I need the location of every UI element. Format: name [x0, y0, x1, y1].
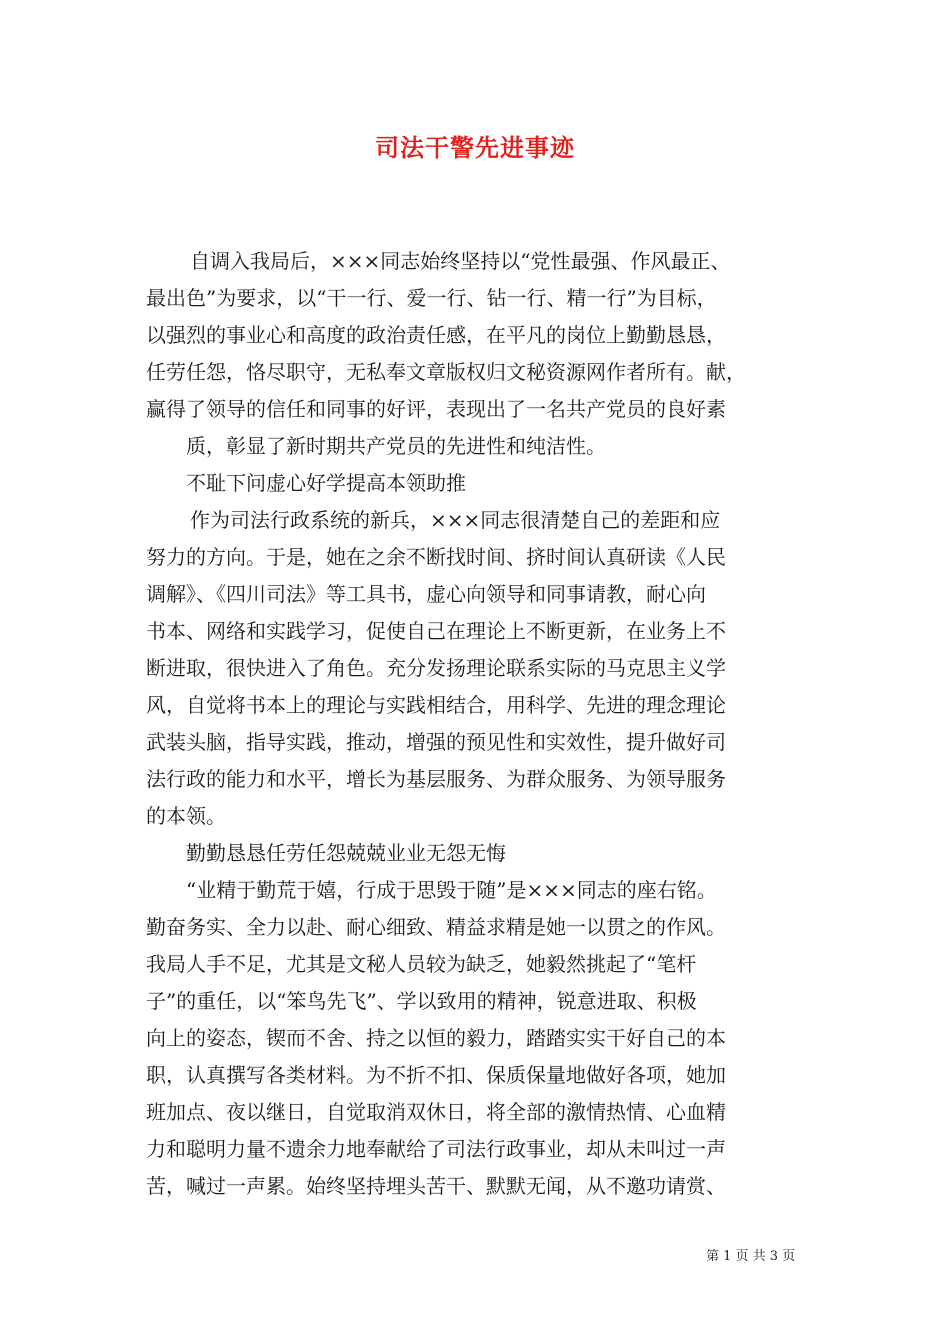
section-heading-1: 不耻下问虚心好学提高本领助推	[186, 471, 466, 495]
body-line-24: 班加点、夜以继日，自觉取消双休日，将全部的激情热情、心血精	[146, 1100, 726, 1124]
body-line-1: 自调入我局后，×××同志始终坚持以“党性最强、作风最正、	[190, 249, 731, 273]
body-line-20: 我局人手不足，尤其是文秘人员较为缺乏，她毅然挑起了“笔杆	[146, 952, 697, 976]
body-line-25: 力和聪明力量不遗余力地奉献给了司法行政事业，却从未叫过一声	[146, 1137, 726, 1161]
body-line-9: 努力的方向。于是，她在之余不断找时间、挤时间认真研读《人民	[146, 545, 726, 569]
document-title: 司法干警先进事迹	[375, 133, 575, 162]
body-line-4: 任劳任怨，恪尽职守，无私奉文章版权归文秘资源网作者所有。献，	[146, 360, 746, 384]
body-line-22: 向上的姿态，锲而不舍、持之以恒的毅力，踏踏实实干好自己的本	[146, 1026, 726, 1050]
body-line-21: 子”的重任，以“笨鸟先飞”、学以致用的精神，锐意进取、积极	[146, 989, 697, 1013]
body-line-10: 调解》、《四川司法》等工具书，虚心向领导和同事请教，耐心向	[146, 582, 706, 606]
body-line-15: 法行政的能力和水平，增长为基层服务、为群众服务、为领导服务	[146, 767, 726, 791]
body-line-11: 书本、网络和实践学习，促使自己在理论上不断更新，在业务上不	[146, 619, 726, 643]
body-line-6: 质，彰显了新时期共产党员的先进性和纯洁性。	[186, 434, 606, 458]
body-line-3: 以强烈的事业心和高度的政治责任感，在平凡的岗位上勤勤恳恳，	[146, 323, 726, 347]
body-line-16: 的本领。	[146, 804, 226, 828]
page-number-footer: 第 1 页 共 3 页	[706, 1249, 796, 1264]
body-line-14: 武装头脑，指导实践，推动，增强的预见性和实效性，提升做好司	[146, 730, 726, 754]
body-line-8: 作为司法行政系统的新兵，×××同志很清楚自己的差距和应	[190, 508, 721, 532]
body-line-18: “业精于勤荒于嬉，行成于思毁于随”是×××同志的座右铭。	[186, 878, 717, 902]
document-body	[146, 243, 818, 1205]
body-line-19: 勤奋务实、全力以赴、耐心细致、精益求精是她一以贯之的作风。	[146, 915, 726, 939]
body-line-13: 风，自觉将书本上的理论与实践相结合，用科学、先进的理念理论	[146, 693, 726, 717]
body-line-23: 职，认真撰写各类材料。为不折不扣、保质保量地做好各项，她加	[146, 1063, 726, 1087]
body-line-26: 苦，喊过一声累。始终坚持埋头苦干、默默无闻，从不邀功请赏、	[146, 1174, 726, 1198]
body-line-5: 赢得了领导的信任和同事的好评，表现出了一名共产党员的良好素	[146, 397, 726, 421]
body-line-12: 断进取，很快进入了角色。充分发扬理论联系实际的马克思主义学	[146, 656, 726, 680]
section-heading-2: 勤勤恳恳任劳任怨兢兢业业无怨无悔	[186, 841, 506, 865]
body-line-2: 最出色”为要求，以“干一行、爱一行、钻一行、精一行”为目标，	[146, 286, 717, 310]
